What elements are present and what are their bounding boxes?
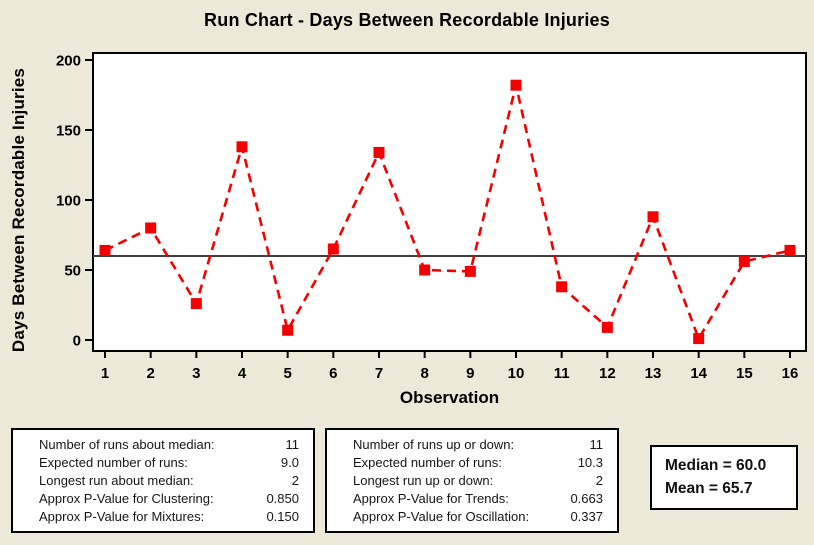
x-tick-label: 14 (690, 365, 708, 382)
median-mean-box (650, 445, 798, 510)
stat-value: 0.150 (266, 508, 299, 524)
x-tick-label: 2 (146, 365, 155, 382)
x-tick-label: 4 (237, 365, 247, 382)
x-tick-label: 10 (507, 365, 525, 382)
data-point-marker (282, 325, 293, 336)
stat-row (39, 472, 299, 489)
stat-row (353, 508, 603, 525)
y-tick-label: 150 (55, 122, 81, 140)
data-point-marker (739, 256, 750, 267)
y-axis-title: Days Between Recordable Injuries (9, 67, 28, 353)
stat-label: Expected number of runs: (353, 455, 502, 471)
data-point-marker (648, 211, 659, 222)
stat-row (39, 490, 299, 507)
stat-value: 9.0 (280, 455, 299, 471)
chart-title: Run Chart - Days Between Recordable Injuries (204, 10, 610, 30)
y-tick-label: 50 (64, 262, 81, 280)
stat-label: Approx P-Value for Oscillation: (353, 508, 530, 524)
y-tick-label: 100 (55, 192, 81, 210)
x-tick-label: 6 (329, 365, 338, 382)
stat-row (353, 472, 603, 489)
x-tick-label: 5 (283, 365, 292, 382)
stat-value: 0.850 (266, 490, 299, 506)
data-point-marker (100, 245, 111, 256)
x-axis-title: Observation (399, 388, 500, 407)
data-point-marker (693, 333, 704, 344)
runs-up-down-stats-box (325, 428, 619, 533)
y-tick-label: 0 (72, 332, 81, 350)
stat-row (353, 490, 603, 507)
stat-row (353, 436, 603, 453)
stat-label: Expected number of runs: (39, 455, 188, 471)
data-point-marker (191, 298, 202, 309)
x-tick-label: 11 (553, 365, 570, 382)
x-tick-label: 7 (374, 365, 384, 382)
data-point-marker (237, 141, 248, 152)
stat-label: Number of runs up or down: (353, 437, 515, 453)
median-value: Median = 60.0 (665, 457, 767, 474)
data-point-marker (511, 80, 522, 91)
data-point-marker (556, 281, 567, 292)
stat-label: Approx P-Value for Clustering: (39, 490, 214, 506)
data-point-marker (419, 265, 430, 276)
stat-row (353, 454, 603, 471)
x-tick-label: 13 (644, 365, 662, 382)
stat-label: Longest run up or down: (353, 472, 494, 488)
data-point-marker (145, 223, 156, 234)
x-tick-label: 16 (781, 365, 799, 382)
stat-row (39, 436, 299, 453)
data-point-marker (465, 266, 476, 277)
stat-value: 2 (595, 472, 603, 488)
stat-value: 0.337 (570, 508, 603, 524)
stat-label: Longest run about median: (39, 472, 194, 488)
x-tick-label: 3 (192, 365, 201, 382)
stat-row (39, 508, 299, 525)
stat-label: Approx P-Value for Mixtures: (39, 508, 205, 524)
stat-value: 2 (291, 472, 299, 488)
stat-label: Approx P-Value for Trends: (353, 490, 509, 506)
mean-value: Mean = 65.7 (665, 480, 753, 497)
y-tick-label: 200 (55, 52, 81, 70)
x-tick-label: 8 (420, 365, 429, 382)
stat-value: 11 (285, 437, 299, 453)
runs-about-median-stats-box (11, 428, 315, 533)
data-point-marker (328, 244, 339, 255)
data-point-marker (602, 322, 613, 333)
x-tick-label: 1 (100, 365, 110, 382)
x-tick-label: 15 (735, 365, 753, 382)
data-point-marker (785, 245, 796, 256)
stat-label: Number of runs about median: (39, 437, 215, 453)
stat-value: 10.3 (577, 455, 603, 471)
stat-value: 11 (589, 437, 603, 453)
x-tick-label: 12 (598, 365, 616, 382)
x-tick-label: 9 (466, 365, 475, 382)
stat-value: 0.663 (570, 490, 603, 506)
stat-row (39, 454, 299, 471)
data-point-marker (374, 147, 385, 158)
